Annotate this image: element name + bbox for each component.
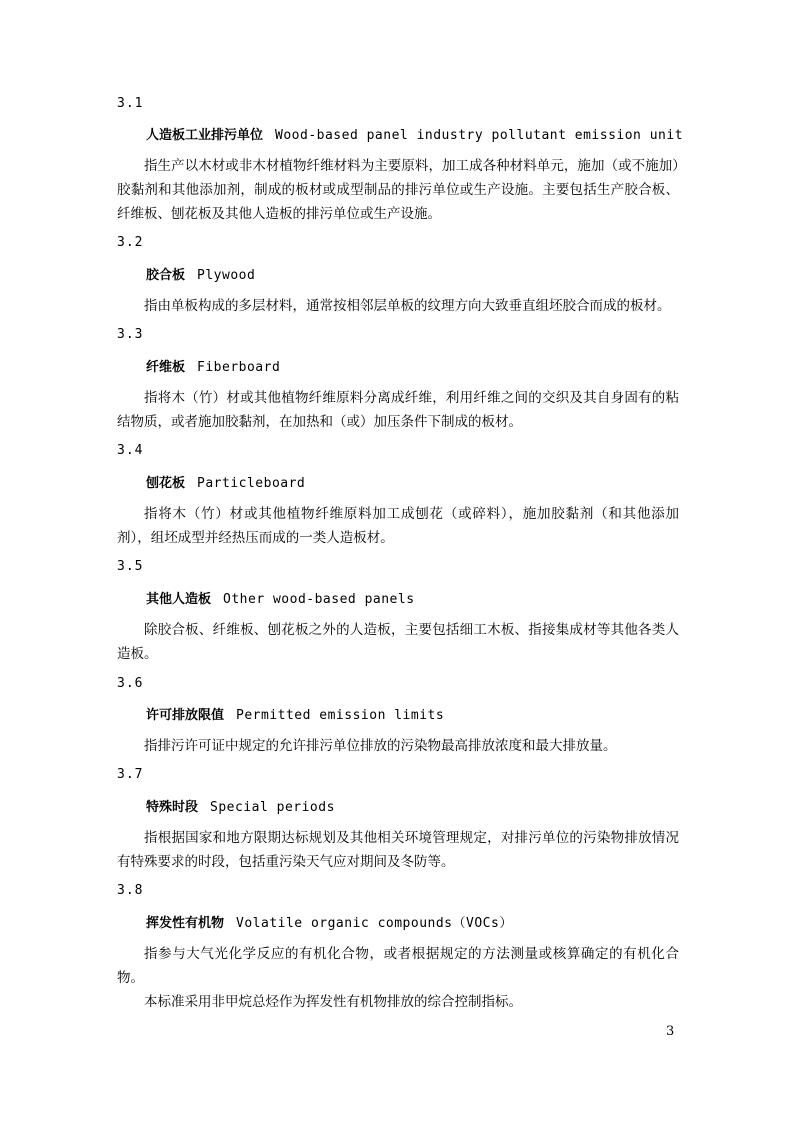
term-definition: 指将木（竹）材或其他植物纤维原料分离成纤维，利用纤维之间的交织及其自身固有的粘结物质，或者施加胶黏剂，在加热和（或）加压条件下制成的板材。 bbox=[117, 390, 679, 430]
term-english: Particleboard bbox=[197, 476, 306, 491]
term-definition: 指由单板构成的多层材料，通常按相邻层单板的纹理方向大致垂直组坯胶合而成的板材。 bbox=[144, 298, 671, 314]
section-number: 3.4 bbox=[117, 443, 144, 458]
section-number: 3.1 bbox=[117, 96, 144, 111]
term-english: Permitted emission limits bbox=[236, 708, 445, 723]
term-english: Volatile organic compounds（VOCs） bbox=[236, 916, 513, 931]
term-heading bbox=[146, 588, 415, 607]
term-heading bbox=[146, 264, 255, 283]
term-heading bbox=[146, 704, 444, 723]
term-chinese: 特殊时段 bbox=[146, 800, 199, 815]
section-number: 3.5 bbox=[117, 559, 144, 574]
term-chinese: 纤维板 bbox=[146, 360, 186, 375]
term-english: Plywood bbox=[197, 268, 256, 283]
term-chinese: 胶合板 bbox=[146, 268, 186, 283]
term-definition: 指将木（竹）材或其他植物纤维原料加工成刨花（或碎料），施加胶黏剂（和其他添加剂），组坯成型并经热压而成的一类人造板材。 bbox=[117, 506, 679, 546]
term-heading bbox=[146, 796, 335, 815]
term-heading bbox=[146, 356, 280, 375]
term-english: Fiberboard bbox=[197, 360, 281, 375]
term-heading bbox=[146, 472, 305, 491]
section-number: 3.6 bbox=[117, 676, 144, 691]
term-definition: 除胶合板、纤维板、刨花板之外的人造板，主要包括细工木板、指接集成材等其他各类人造板。 bbox=[117, 622, 679, 662]
section-number: 3.7 bbox=[117, 767, 144, 782]
term-definition: 指参与大气光化学反应的有机化合物，或者根据规定的方法测量或核算确定的有机化合物。 bbox=[117, 946, 679, 986]
term-english: Special periods bbox=[210, 800, 335, 815]
term-heading bbox=[146, 124, 683, 143]
term-chinese: 其他人造板 bbox=[146, 592, 212, 607]
section-number: 3.3 bbox=[117, 327, 144, 342]
term-definition: 指根据国家和地方限期达标规划及其他相关环境管理规定，对排污单位的污染物排放情况有特殊要求的时段，包括重污染天气应对期间及冬防等。 bbox=[117, 830, 679, 870]
section-number: 3.2 bbox=[117, 235, 144, 250]
term-chinese: 人造板工业排污单位 bbox=[146, 128, 264, 143]
term-heading bbox=[146, 912, 513, 931]
section-number: 3.8 bbox=[117, 883, 144, 898]
term-definition: 指生产以木材或非木材植物纤维材料为主要原料，加工成各种材料单元，施加（或不施加）胶黏剂和其他添加剂，制成的板材或成型制品的排污单位或生产设施。主要包括生产胶合板、纤维板、刨花板及其他人造板的排污单位或生产设施。 bbox=[117, 158, 679, 222]
term-english: Wood-based panel industry pollutant emission unit bbox=[275, 128, 684, 143]
term-chinese: 刨花板 bbox=[146, 476, 186, 491]
term-english: Other wood-based panels bbox=[223, 592, 415, 607]
term-chinese: 挥发性有机物 bbox=[146, 916, 225, 931]
term-note: 本标准采用非甲烷总烃作为挥发性有机物排放的综合控制指标。 bbox=[144, 994, 522, 1010]
term-chinese: 许可排放限值 bbox=[146, 708, 225, 723]
term-definition: 指排污许可证中规定的允许排污单位排放的污染物最高排放浓度和最大排放量。 bbox=[144, 738, 617, 754]
page-number: 3 bbox=[666, 1024, 675, 1039]
